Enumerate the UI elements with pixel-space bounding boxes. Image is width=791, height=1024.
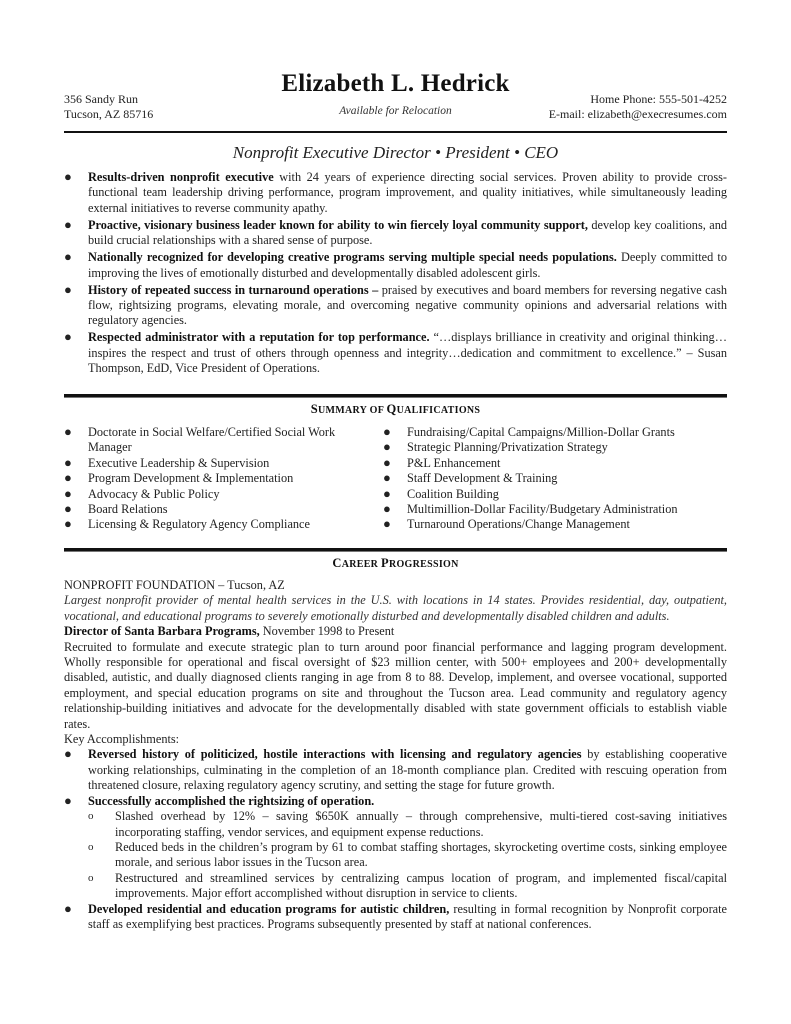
sub-accomplishment-item: o Restructured and streamlined services by centralizing campus location of program, and implemented fiscal/capital improvements. Major effort accomplished without disruption in service to clients. [88, 870, 727, 901]
qualifications-right-list [383, 425, 727, 533]
qualifications-heading: SUMMARY OF QUALIFICATIONS [310, 402, 481, 416]
qualification-item: ● Staff Development & Training [383, 470, 558, 486]
employer-description: Largest nonprofit provider of mental health services in the U.S. with locations in 14 states. Provides residential, day, outpatient, vocational, and educational programs to severely emotionally disturbed and developmentally disabled children and adults. [64, 593, 727, 623]
circle-bullet-icon: o [88, 810, 94, 823]
qualification-item: ● Licensing & Regulatory Agency Compliance [64, 516, 310, 532]
qualification-item: ● Fundraising/Capital Campaigns/Million-Dollar Grants [383, 424, 675, 439]
role-description: Recruited to formulate and execute strategic plan to turn around poor financial performance and lagging program development. Wholly responsible for operational and fiscal oversight of $23 million center, with 500+ employees and 200+ developmentally disabled, autistic, and dually diagnosed clients ranging in age from 8 to 88. Develop, implement, and oversee vocational, supported employment, and special education programs on site and throughout the Tucson area. Lead community and regulatory agency relationship-building initiatives and advocate for the developmentally disabled with state government officials to establish viable rates. [64, 639, 727, 731]
phone-number: Home Phone: 555-501-4252 [590, 92, 727, 106]
header-divider [64, 131, 727, 133]
summary-list [64, 170, 727, 378]
bullet-icon: ● [64, 470, 72, 486]
career-section [64, 578, 727, 932]
career-rule [64, 548, 727, 552]
qualification-item: ● Board Relations [64, 501, 168, 517]
qualification-item: ● Doctorate in Social Welfare/Certified Social Work Manager [64, 424, 336, 455]
qualification-item: ● Program Development & Implementation [64, 470, 294, 486]
bullet-icon: ● [64, 485, 72, 501]
accomplishment-item: ● Successfully accomplished the rightsizing of operation. o Slashed overhead by 12% – saving $650K annually – through comprehensive, multi-tiered cost-saving initiatives incorporating staffing, vendor services, and equipment expense reductions. o Reduced beds in the children’s program by 61 to combat staffing shortages, skyrocketing overtime costs, sinking employee morale, and serious labor issues in the Tucson area. o Restructured and streamlined services by centralizing campus location of program, and implemented fiscal/capital improvements. Major effort accomplished without disruption in service to clients. [64, 792, 727, 901]
rightsizing-sublist [88, 809, 727, 901]
summary-item: ● Results-driven nonprofit executive with 24 years of experience directing social services. Proven ability to provide cross-functional team leadership driving performance, program improvement, and quality initiatives, while simultaneously leading external initiatives to reverse community apathy. [64, 169, 728, 215]
bullet-icon: ● [64, 329, 72, 345]
address-line-1: 356 Sandy Run [64, 92, 139, 106]
bullet-icon: ● [64, 792, 72, 808]
bullet-icon: ● [383, 516, 391, 532]
accomplishment-item: ● Developed residential and education programs for autistic children, resulting in formal recognition by Nonprofit corporate staff as exemplifying best practices. Programs subsequently presented by staff at national conferences. [64, 900, 727, 931]
key-accomplishments-label: Key Accomplishments: [64, 732, 180, 747]
career-heading: CAREER PROGRESSION [332, 556, 459, 570]
qualification-item: ● Multimillion-Dollar Facility/Budgetary Administration [383, 501, 678, 517]
bullet-icon: ● [383, 424, 391, 439]
qualification-item: ● P&L Enhancement [383, 454, 501, 470]
bullet-icon: ● [64, 281, 72, 297]
role-title: Director of Santa Barbara Programs, [64, 624, 260, 639]
bullet-icon: ● [64, 216, 72, 232]
bullet-icon: ● [383, 439, 391, 455]
qualification-item: ● Turnaround Operations/Change Management [383, 516, 630, 532]
summary-item: ● Respected administrator with a reputation for top performance. “…displays brilliance in creativity and original thinking…inspires the respect and trust of others through openness and integrity…dedication and commitment to excellence.” – Susan Thompson, EdD, Vice President of Operations. [64, 329, 727, 376]
sub-accomplishment-item: o Reduced beds in the children’s program by 61 to combat staffing shortages, skyrocketing overtime costs, sinking employee morale, and serious labor issues in the Tucson area. [88, 839, 727, 870]
address-line-2: Tucson, AZ 85716 [64, 107, 154, 121]
summary-item: ● History of repeated success in turnaround operations – praised by executives and board members for reversing negative cash flow, rightsizing programs, elevating morale, and overcoming negative community opinions and adversarial relations with regulatory agencies. [64, 281, 727, 328]
bullet-icon: ● [383, 470, 391, 486]
bullet-icon: ● [64, 900, 72, 916]
bullet-icon: ● [64, 501, 72, 517]
qualification-item: ● Executive Leadership & Supervision [64, 454, 270, 470]
career-headline: Nonprofit Executive Director • President • CEO [232, 143, 559, 162]
qualification-item: ● Advocacy & Public Policy [64, 485, 220, 501]
candidate-name: Elizabeth L. Hedrick [281, 70, 510, 97]
summary-item: ● Nationally recognized for developing creative programs serving multiple special needs populations. Deeply committed to improving the lives of emotionally disturbed and developmentally disabled adolescent girls. [64, 249, 727, 280]
bullet-icon: ● [64, 424, 72, 439]
bullet-icon: ● [383, 485, 391, 501]
bullet-icon: ● [64, 249, 72, 265]
bullet-icon: ● [64, 169, 72, 184]
qualifications-left-list [64, 425, 364, 533]
bullet-icon: ● [383, 454, 391, 470]
summary-item: ● Proactive, visionary business leader known for ability to win fiercely loyal community support, develop key coalitions, and build crucial relationships with a shared sense of purpose. [64, 216, 727, 248]
bullet-icon: ● [64, 454, 72, 470]
employer-name: NONPROFIT FOUNDATION – Tucson, AZ [64, 578, 285, 592]
email-address: E-mail: elizabeth@execresumes.com [548, 107, 727, 121]
contact-block [549, 92, 727, 122]
qualifications-rule [64, 394, 727, 398]
role-dates: November 1998 to Present [259, 624, 395, 639]
circle-bullet-icon: o [88, 840, 94, 853]
relocation-note: Available for Relocation [339, 105, 452, 117]
qualification-item: ● Coalition Building [383, 485, 499, 501]
bullet-icon: ● [383, 501, 391, 517]
accomplishments-list [64, 747, 727, 932]
role-line [64, 624, 727, 639]
sub-accomplishment-item: o Slashed overhead by 12% – saving $650K annually – through comprehensive, multi-tiered cost-saving initiatives incorporating staffing, vendor services, and equipment expense reductions. [88, 809, 727, 839]
circle-bullet-icon: o [88, 871, 94, 884]
bullet-icon: ● [64, 516, 72, 532]
qualification-item: ● Strategic Planning/Privatization Strategy [383, 439, 608, 455]
accomplishment-item: ● Reversed history of politicized, hostile interactions with licensing and regulatory agencies by establishing cooperative working relationships, culminating in the completion of an 18-month compliance plan. Credited with rescuing operation from threatened closure, relaxing regulatory agency scrutiny, and setting the stage for future growth. [64, 746, 728, 793]
bullet-icon: ● [64, 746, 72, 762]
